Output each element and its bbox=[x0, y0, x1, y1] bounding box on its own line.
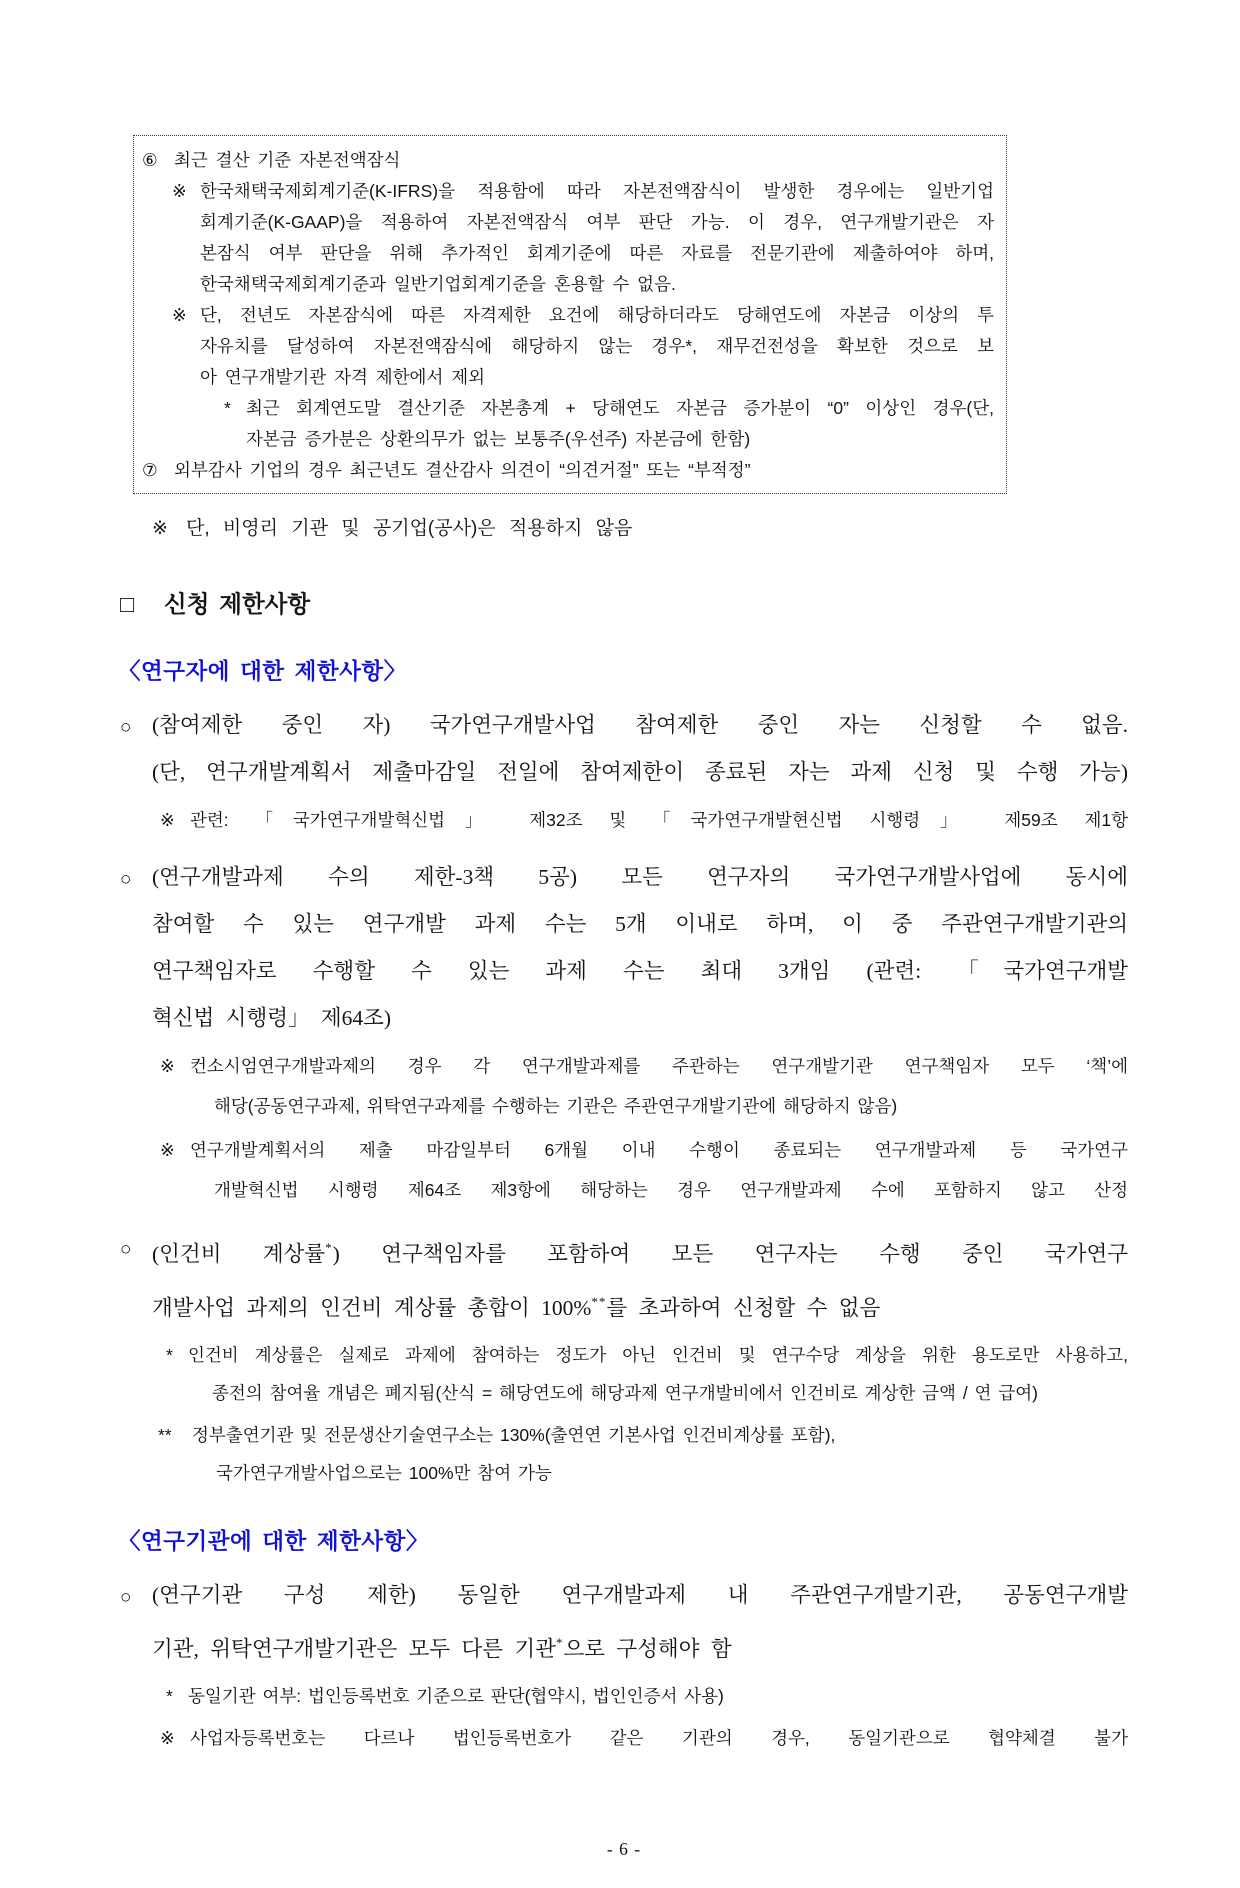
reference-marker: ※ bbox=[152, 518, 168, 539]
footnote-star: * bbox=[325, 1240, 333, 1255]
note-line: 아 연구개발기관 자격 제한에서 제외 bbox=[200, 367, 486, 387]
gov-institute-note-row bbox=[158, 1416, 1128, 1492]
bullet-line: (참여제한 중인 자) 국가연구개발사업 참여제한 중인 자는 신청할 수 없음. bbox=[152, 713, 1128, 737]
business-number-note-text: 사업자등록번호는 다르나 법인등록번호가 같은 기관의 경우, 동일기관으로 협약체결 불가 bbox=[190, 1728, 1128, 1748]
clause-7-text: 외부감사 기업의 경우 최근년도 결산감사 의견이 “의견거절” 또는 “부적정” bbox=[174, 460, 751, 480]
reference-marker: ※ bbox=[172, 305, 187, 325]
bullet-lines bbox=[152, 1572, 1128, 1673]
bullet-participation-ban bbox=[120, 702, 1128, 796]
bullet-line: (연구개발과제 수의 제한-3책 5공) 모든 연구자의 국가연구개발사업에 동시에 bbox=[152, 865, 1128, 889]
exception-text: 단, 비영리 기관 및 공기업(공사)은 적용하지 않음 bbox=[186, 518, 633, 539]
reference-marker: ※ bbox=[160, 1728, 175, 1748]
capital-subnote-row bbox=[224, 393, 994, 455]
double-asterisk-marker: ** bbox=[158, 1425, 172, 1445]
bullet-labor-rate bbox=[120, 1224, 1128, 1332]
capital-note-row bbox=[172, 300, 994, 393]
bullet-line: 참여할 수 있는 연구개발 과제 수는 5개 이내로 하며, 이 중 주관연구개발기관의 bbox=[152, 912, 1128, 936]
consortium-note-lines bbox=[190, 1046, 1128, 1126]
nonprofit-exception-row bbox=[152, 514, 1128, 544]
line-part: 개발사업 과제의 인건비 계상률 총합이 100% bbox=[152, 1296, 592, 1320]
line-part: ) 연구책임자를 포함하여 모든 연구자는 수행 중인 국가연구 bbox=[332, 1242, 1128, 1266]
bullet-lines bbox=[152, 854, 1128, 1042]
line-part: 으로 구성해야 함 bbox=[563, 1637, 732, 1661]
notice-box bbox=[133, 135, 1007, 494]
note-line: 컨소시엄연구개발과제의 경우 각 연구개발과제를 주관하는 연구개발기관 연구책임자 모두 ‘책’에 bbox=[190, 1056, 1128, 1076]
reference-marker: ※ bbox=[160, 1140, 175, 1160]
bullet-line bbox=[152, 1224, 1128, 1278]
kifrs-note-lines bbox=[200, 176, 994, 300]
note-line: 연구개발계획서의 제출 마감일부터 6개월 이내 수행이 종료되는 연구개발과제 등 국가연구 bbox=[190, 1140, 1128, 1160]
labor-rate-note-lines bbox=[188, 1336, 1128, 1412]
six-month-note-row bbox=[160, 1130, 1128, 1210]
note-line: 자본금 증가분은 상환의무가 없는 보통주(우선주) 자본금에 한함) bbox=[246, 429, 751, 449]
note-line: 개발혁신법 시행령 제64조 제3항에 해당하는 경우 연구개발과제 수에 포함하지 않고 산정 bbox=[214, 1180, 1128, 1200]
same-institution-note-text: 동일기관 여부: 법인등록번호 기준으로 판단(협약시, 법인인증서 사용) bbox=[188, 1686, 724, 1706]
kifrs-note-row bbox=[172, 176, 994, 300]
reference-marker: ※ bbox=[172, 181, 187, 201]
clause-6-marker: ⑥ bbox=[142, 150, 158, 170]
asterisk-marker: * bbox=[166, 1345, 173, 1365]
business-number-note-row bbox=[160, 1719, 1128, 1757]
note-line: 한국채택국제회계기준(K-IFRS)을 적용함에 따라 자본전액잠식이 발생한 경우에는 일반기업 bbox=[200, 181, 994, 201]
square-bullet-icon: □ bbox=[120, 592, 135, 618]
reference-marker: ※ bbox=[160, 1056, 175, 1076]
clause-7-marker: ⑦ bbox=[142, 460, 158, 480]
institution-restrictions-heading: 〈연구기관에 대한 제한사항〉 bbox=[118, 1529, 429, 1554]
labor-rate-note-row bbox=[166, 1336, 1128, 1412]
footnote-star: * bbox=[555, 1635, 564, 1650]
clause-6-text: 최근 결산 기준 자본전액잠식 bbox=[174, 150, 401, 170]
clause-7-row bbox=[142, 455, 994, 486]
reference-marker: ※ bbox=[160, 810, 175, 830]
circle-bullet-icon: ○ bbox=[120, 869, 132, 890]
related-law-note-row bbox=[160, 800, 1128, 840]
consortium-note-row bbox=[160, 1046, 1128, 1126]
six-month-note-lines bbox=[190, 1130, 1128, 1210]
bullet-institution-composition bbox=[120, 1572, 1128, 1673]
page-title: 신청 제한사항 bbox=[164, 592, 311, 618]
circle-bullet-icon: ○ bbox=[120, 1239, 132, 1260]
note-line: 해당(공동연구과제, 위탁연구과제를 수행하는 기관은 주관연구개발기관에 해당하지 않음) bbox=[214, 1096, 898, 1116]
gov-institute-note-lines bbox=[192, 1416, 1128, 1492]
line-part: 를 초과하여 신청할 수 없음 bbox=[606, 1296, 881, 1320]
researcher-restrictions-heading: 〈연구자에 대한 제한사항〉 bbox=[118, 659, 407, 684]
note-line: 종전의 참여율 개념은 폐지됨(산식 = 해당연도에 해당과제 연구개발비에서 인건비로 계상한 금액 / 연 급여) bbox=[212, 1383, 1038, 1403]
note-line: 본잠식 여부 판단을 위해 추가적인 회계기준에 따른 자료를 전문기관에 제출하여야 하며, bbox=[200, 243, 994, 263]
bullet-line bbox=[152, 1278, 1128, 1332]
bullet-line: 연구책임자로 수행할 수 있는 과제 수는 최대 3개임 (관련: 「국가연구개발 bbox=[152, 959, 1128, 983]
line-part: 기관, 위탁연구개발기관은 모두 다른 기관 bbox=[152, 1637, 556, 1661]
note-line: 국가연구개발사업으로는 100%만 참여 가능 bbox=[216, 1463, 552, 1483]
note-line: 한국채택국제회계기준과 일반기업회계기준을 혼용할 수 없음. bbox=[200, 274, 676, 294]
bullet-lines bbox=[152, 702, 1128, 796]
bullet-line: 혁신법 시행령」 제64조) bbox=[152, 1006, 392, 1030]
capital-subnote-lines bbox=[246, 393, 994, 455]
same-institution-note-row bbox=[166, 1677, 1128, 1715]
related-law-note-text: 관련: 「국가연구개발혁신법」 제32조 및 「국가연구개발현신법 시행령」 제59조 제1항 bbox=[190, 810, 1128, 830]
bullet-line: (단, 연구개발계획서 제출마감일 전일에 참여제한이 종료된 자는 과제 신청 및 수행 가능) bbox=[152, 760, 1128, 784]
note-line: 자유치를 달성하여 자본전액잠식에 해당하지 않는 경우*, 재무건전성을 확보한 것으로 보 bbox=[200, 336, 994, 356]
section-heading bbox=[120, 588, 1128, 622]
note-line: 최근 회계연도말 결산기준 자본총계 + 당해연도 자본금 증가분이 “0” 이상인 경우(단, bbox=[246, 398, 994, 418]
circle-bullet-icon: ○ bbox=[120, 1587, 132, 1608]
asterisk-marker: * bbox=[166, 1686, 173, 1706]
bullet-project-count-limit bbox=[120, 854, 1128, 1042]
bullet-line bbox=[152, 1619, 1128, 1673]
note-line: 인건비 계상률은 실제로 과제에 참여하는 정도가 아닌 인건비 및 연구수당 계상을 위한 용도로만 사용하고, bbox=[188, 1345, 1128, 1365]
note-line: 회계기준(K-GAAP)을 적용하여 자본전액잠식 여부 판단 가능. 이 경우, 연구개발기관은 자 bbox=[200, 212, 994, 232]
note-line: 정부출연기관 및 전문생산기술연구소는 130%(출연연 기본사업 인건비계상률 포함), bbox=[192, 1425, 836, 1445]
line-part: (인건비 계상률 bbox=[152, 1242, 326, 1266]
bullet-line: (연구기관 구성 제한) 동일한 연구개발과제 내 주관연구개발기관, 공동연구개발 bbox=[152, 1583, 1128, 1607]
clause-6-row bbox=[142, 145, 994, 176]
capital-note-lines bbox=[200, 300, 994, 393]
document-page bbox=[0, 135, 1240, 1888]
note-line: 단, 전년도 자본잠식에 따른 자격제한 요건에 해당하더라도 당해연도에 자본금 이상의 투 bbox=[200, 305, 994, 325]
asterisk-marker: * bbox=[224, 398, 231, 418]
circle-bullet-icon: ○ bbox=[120, 717, 132, 738]
page-number: - 6 - bbox=[606, 1839, 642, 1859]
bullet-lines bbox=[152, 1224, 1128, 1332]
footnote-double-star: ** bbox=[591, 1294, 607, 1309]
